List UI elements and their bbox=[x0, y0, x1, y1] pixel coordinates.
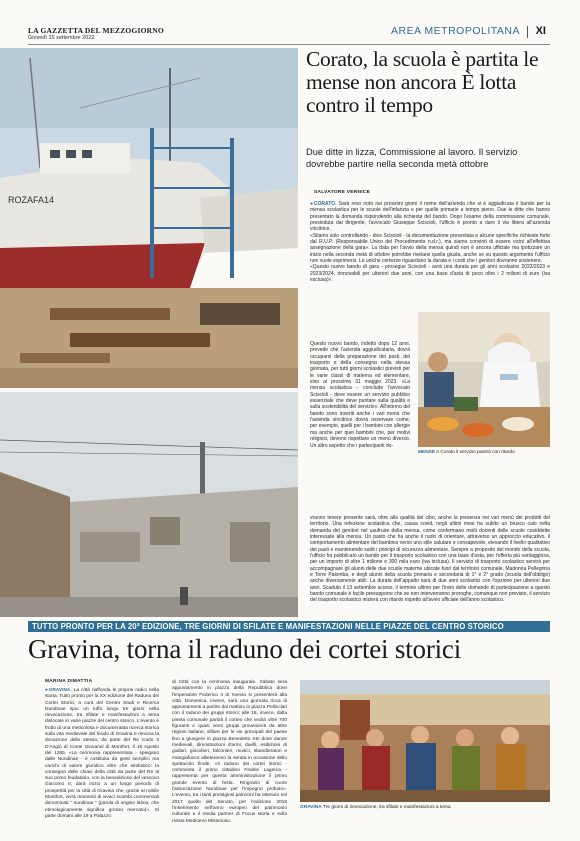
section-title: AREA METROPOLITANA bbox=[391, 25, 520, 37]
top-rule bbox=[28, 44, 550, 45]
page-number: XI bbox=[535, 25, 546, 37]
canteen-caption-keyword: MENSE bbox=[418, 450, 436, 455]
street-buildings-photo bbox=[0, 392, 298, 617]
canteen-caption: MENSE A Corato il servizio partirà con ritardo bbox=[418, 450, 515, 455]
story1-headline: Corato, la scuola è partita le mense non ancora È lotta contro il tempo bbox=[306, 47, 539, 117]
story2-keyword: ● GRAVINA. bbox=[45, 688, 72, 693]
story2-column-1: ● GRAVINA. La città riaffonda le proprie radici nella storia. Tutto pronto per la XX edizione del Raduno dei Cortei Storici, a cura del Centro Studi e Ricerca Nundinae spa: un tuffo lungo tre giorni nella rievocazione, tra sfilate e manifestazioni a tema dislocate in varie piazze del centro storico. L'evento è frutto di una meticolosa e documentata ricerca storica sulla vita medievale del feudo di Gravina e rievoca la donazione dello stesso, da parte del Re Carlo II D'Angiò al Conte Giovanni di Montfort, il 15 Agosto del 1285. «La cerimonia rappresentata - spiegano dalle Nundinae - è costituita da gesti semplici ma carichi di valore giuridico oltre che simbolico: la consegna delle chiavi della città da parte del Re al suo primo feudatario, con la benedizione del vescovo Giacomo II, darà inizio a un lungo periodo di prosperità per la città di Gravina che, grazie al nobile Montfort, vivrà momenti di vivaci scambi commerciali denominati " nundinae " (parola di origine latina, che etimologicamente significa grosso mercato)». Si parte domani alle 19 a Palazzo bbox=[45, 688, 159, 820]
story2-column-2: di Città con la cerimonia inaugurale. Sabato sera appuntamento in piazza della Repubblica dove l'imperatore Federico II di Svevia si presenterà alla città. Domenica, invece, sarà una giornata ricca di appuntamenti a partire dal mattino in piazza Pellicciari con il raduno dei gruppi storici; alle 18, invece, dalla pineta comunale partirà il corteo che vedrà oltre 700 figuranti e quasi venti gruppi provenienti da altre regioni italiane, sfilare per le vie principali del paese fino a giungere in piazza Benedetto XIII dove danze medievali, dimostrazioni d'armi, duelli, esibizioni di giullari, giocolieri, falconieri, musici, sbandieratori e mangiafuoco allieteranno la serata in occasione dello spettacolo finale. «Il raduno dei cortei storici - commenta il primo cittadino Fedele Lagreca - rappresenta per questa amministrazione il primo grande evento di festa. Ringrazio di cuore l'associazione Nundinae per l'impegno profuso». L'evento, tra i tanti prestigiosi patrocini ha ottenuto nel 2017 quello del Senato, per l'edizione 2018 l'inserimento nell'anno europeo del patrimonio culturale e il media partner di Focus storia e sulla rivista Medioevo Misterioso. bbox=[172, 680, 289, 824]
story1-subhead: Due ditte in lizza, Commissione al lavoro. Il servizio dovrebbe partire nella seconda metà ottobre bbox=[306, 147, 518, 169]
boat-name-label: ROZAFA14 bbox=[8, 195, 55, 205]
school-canteen-photo bbox=[418, 312, 550, 447]
parade-caption: GRAVINA Tre giorni di rievocazione, tra sfilate e manifestazioni a tema bbox=[300, 805, 451, 810]
parade-caption-keyword: GRAVINA bbox=[300, 805, 322, 810]
newspaper-name: LA GAZZETTA DEL MEZZOGIORNO bbox=[28, 26, 164, 35]
story2-strap: TUTTO PRONTO PER LA 20ª EDIZIONE, TRE GIORNI DI SFILATE E MANIFESTAZIONI NELLE PIAZZE DEL CENTRO STORICO bbox=[28, 621, 550, 632]
issue-date: Giovedì 15 settembre 2022 bbox=[28, 35, 95, 41]
story2-byline: MARINA DIMATTIA bbox=[45, 679, 93, 684]
historic-parade-photo bbox=[300, 680, 550, 802]
story1-byline: SALVATORE VERNICE bbox=[314, 190, 371, 195]
story1-upper-text: ● CORATO. Sarà reso noto nei prossimi giorni il nome dell'azienda che si è aggiudicata il bando per la mensa scolastica per le scuole dell'infanzia e per quelle primarie a tempo pieno. Due le ditte che hanno presentato la domanda rispondendo alla richiesta del bando. Dopo l'esame della commissione comunale, presieduta dal dirigente, l'avvocato Giuseppe Sciscioli, l'ufficio è pronto a dare il via libera all'azienda vincitrice. «Stiamo solo controllando - dice Sciscioli - la documentazione presentata e alcune specifiche richieste forte dal R.U.P. (Responsabile Unico del Procedimento n.d.r.), ma siamo convinti di essere vicini all'effettiva assegnazione della gara». La data per l'avvio della mensa quindi non è ancora ufficiale ma ipotizzare un inizio nella seconda metà di ottobre potrebbe rivelarsi quella giusta, anche se su questo argomento l'ufficio non vuole esprimersi. Le uniche certezze riguardano la durata e i costi che i genitori dovranno sostenere. «Questo nuovo bando di gara - prosegue Sciscioli - avrà una durata per gli anni scolastici 2022/2023 e 2023/2024, rinnovabili per ulteriori due anni, con una base d'asta di poco oltre i 2 milioni di euro (iva esclusa)». bbox=[310, 201, 550, 283]
fishing-boat-photo bbox=[0, 48, 298, 388]
story1-left-column: Questo nuovo bando, indetto dopo 12 anni, prevede che l'azienda aggiudicataria, dovrà occuparsi della preparazione dei pasti, del trasporto e della consegna nella stessa giornata, per tutti giorni scolastici previsti per le varie classi di materna ed elementare, sino al prossimo 31 maggio 2023. «La mensa scolastica - conclude l'avvocato Sciscioli - deve essere un servizio pubblico essenziale che deve puntare sulla qualità e sulla sostenibilità del servizio». All'interno del bando sono inseriti anche i vari menù che l'azienda vincitrice dovrà osservare come, per esempio, quelli per i bambini con allergie ma anche per quei bambini che, per motivi religiosi, devono rispettare un menù diverso. Un altro aspetto che i partecipanti do- bbox=[310, 341, 412, 449]
story1-bottom-text: vranno tenere presente sarà, oltre alla qualità del cibo, anche la presenza nei vari menù dei prodotti del territorio. Una refezione scolastica che, causa covid, negli ultimi mesi ha subito un brusco calo nella domanda dei genitori nel usufruire della mensa, come confermano molti docenti delle scuole cosiddette interessate alla mensa. Un pasto che ha anche il ruolo di orientare, attraverso un approccio educativo, il comportamento alimentare del bambino verso uno stile salutare e consapevole, elevando il livello qualitativo dei pasti e mantenendo saldi i principi di sicurezza alimentare. Sempre a proposito del mondo della scuola, l'ufficio ha pubblicato un bando per il trasporto scolastico con una base d'asta, per l'offerta più vantaggiosa, per un importo di oltre 1 milione e 300 mila euro (iva inclusa). Il servizio di trasporto scolastico servirà per accompagnare gli alunni delle due scuole materne ubicate fuori dal territorio comunale, Madonna Pellegrina e Torre Palomba, e degli alunni della scuola primaria e secondaria di 1° e 2° grado (scuola dell'obbligo) anche diversamente abili. La durata dell'appalto sarà di due anni scolastici con l'opzione per ulteriori due anni. Scaduto il 13 settembre scorso, il termine ultimo per l'invio delle domande di partecipazione a questo bando comunale è facile presupporre che se non interverranno proroghe, comunque non previste, il servizio del trasporto scolastico inizierà con ritardo rispetto all'avvio ufficiale dell'anno scolastico. bbox=[310, 515, 552, 604]
story1-keyword: ● CORATO. bbox=[310, 201, 336, 207]
masthead bbox=[28, 26, 550, 46]
story2-headline: Gravina, torna il raduno dei cortei storici bbox=[28, 634, 461, 664]
section-divider bbox=[527, 26, 528, 38]
